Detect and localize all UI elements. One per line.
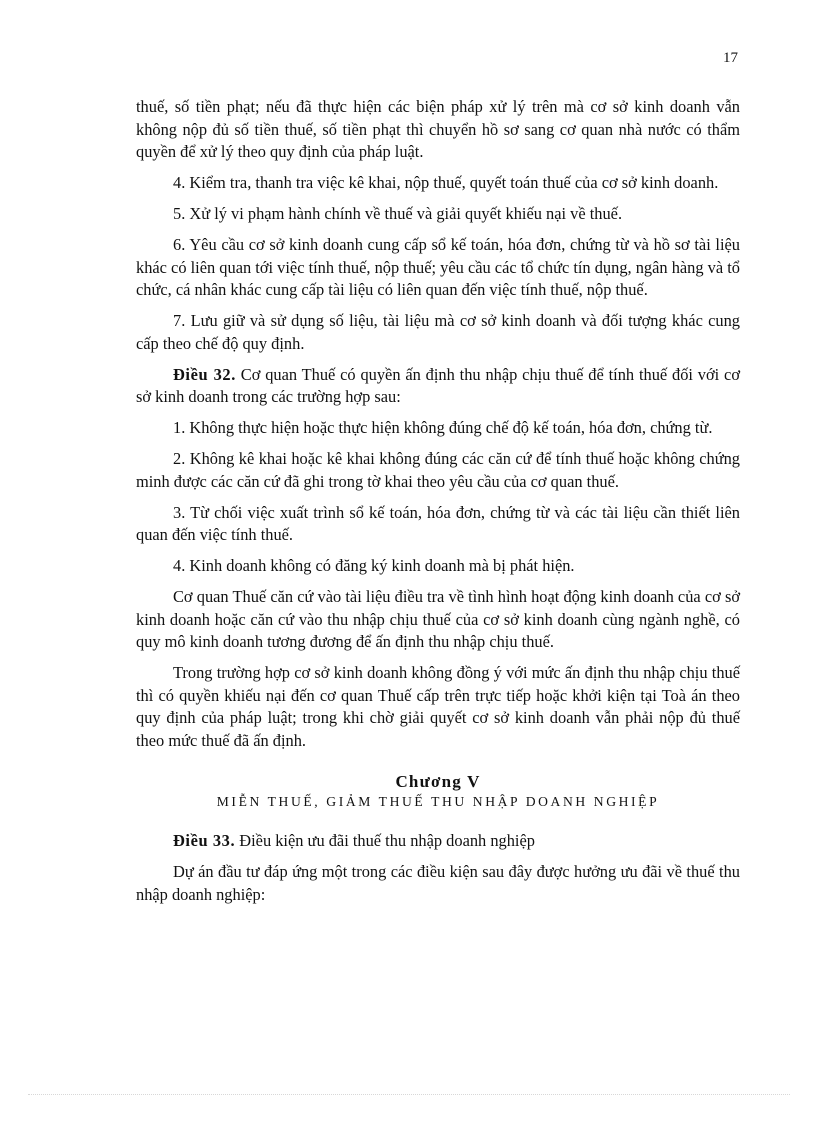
chapter-title: Chương V xyxy=(395,772,481,791)
list-item-4: 4. Kiểm tra, thanh tra việc kê khai, nộp thuế, quyết toán thuế của cơ sở kinh doanh. xyxy=(173,173,719,192)
article-32-closing-2: Trong trường hợp cơ sở kinh doanh không đồng ý với mức ấn định thu nhập chịu thuế thì có quyền khiếu nại đến cơ quan Thuế cấp trên trực tiếp hoặc khởi kiện tại Toà án theo quy định của pháp luật; trong khi chờ giải quyết cơ sở kinh doanh vẫn phải nộp đủ thuế theo mức thuế đã ấn định. xyxy=(136,663,740,750)
paragraph-continuation: thuế, số tiền phạt; nếu đã thực hiện các biện pháp xử lý trên mà cơ sở kinh doanh vẫn không nộp đủ số tiền thuế, số tiền phạt thì chuyển hồ sơ sang cơ quan nhà nước có thẩm quyền để xử lý theo quy định của pháp luật. xyxy=(136,97,740,161)
chapter-subtitle: MIỄN THUẾ, GIẢM THUẾ THU NHẬP DOANH NGHIỆP xyxy=(216,794,660,809)
list-item-6: 6. Yêu cầu cơ sở kinh doanh cung cấp sổ kế toán, hóa đơn, chứng từ và hồ sơ tài liệu khác có liên quan tới việc tính thuế, nộp thuế; yêu cầu các tổ chức tín dụng, ngân hàng và tổ chức, cá nhân khác cung cấp tài liệu có liên quan đến việc tính thuế, nộp thuế. xyxy=(136,235,740,299)
article-33-label: Điều 33. xyxy=(173,831,236,850)
chapter-heading xyxy=(136,772,740,812)
article-32-item-3: 3. Từ chối việc xuất trình sổ kế toán, hóa đơn, chứng từ và các tài liệu cần thiết liên quan đến việc tính thuế. xyxy=(136,502,740,544)
article-33-title: Điều kiện ưu đãi thuế thu nhập doanh nghiệp xyxy=(239,831,535,850)
page-bottom-rule xyxy=(28,1094,790,1095)
article-32-item-1: 1. Không thực hiện hoặc thực hiện không đúng chế độ kế toán, hóa đơn, chứng từ. xyxy=(173,418,713,437)
list-item-7: 7. Lưu giữ và sử dụng số liệu, tài liệu mà cơ sở kinh doanh và đối tượng khác cung cấp theo chế độ quy định. xyxy=(136,311,740,353)
article-32-intro xyxy=(136,364,740,409)
article-32-text: Cơ quan Thuế có quyền ấn định thu nhập chịu thuế để tính thuế đối với cơ sở kinh doanh trong các trường hợp sau: xyxy=(136,364,741,406)
article-32-closing-1: Cơ quan Thuế căn cứ vào tài liệu điều tra về tình hình hoạt động kinh doanh của cơ sở kinh doanh hoặc căn cứ vào thu nhập chịu thuế của cơ sở kinh doanh cùng ngành nghề, có quy mô kinh doanh tương đương để ấn định thu nhập chịu thuế. xyxy=(136,587,740,651)
list-item-5: 5. Xử lý vi phạm hành chính về thuế và giải quyết khiếu nại về thuế. xyxy=(173,204,623,223)
article-32-item-4: 4. Kinh doanh không có đăng ký kinh doanh mà bị phát hiện. xyxy=(173,556,575,575)
article-33-text: Dự án đầu tư đáp ứng một trong các điều kiện sau đây được hưởng ưu đãi về thuế thu nhập doanh nghiệp: xyxy=(136,862,740,904)
article-33-heading xyxy=(136,830,740,853)
article-32-item-2: 2. Không kê khai hoặc kê khai không đúng các căn cứ để tính thuế hoặc không chứng minh được các căn cứ đã ghi trong tờ khai theo yêu cầu của cơ quan thuế. xyxy=(136,449,740,491)
article-32-label: Điều 32. xyxy=(173,364,236,384)
document-body xyxy=(136,96,740,915)
page-number: 17 xyxy=(723,50,738,66)
